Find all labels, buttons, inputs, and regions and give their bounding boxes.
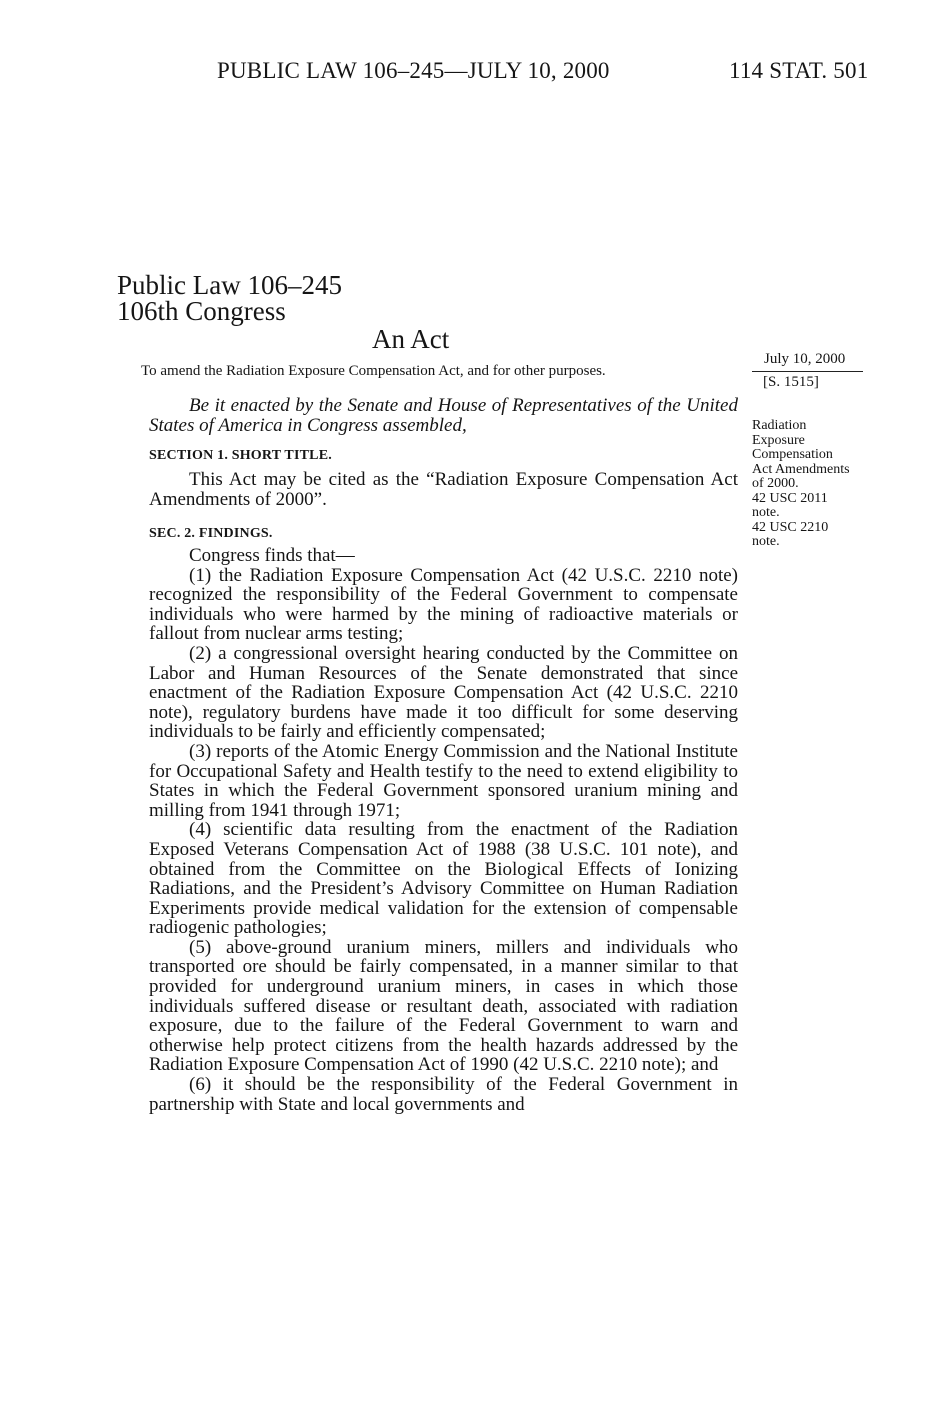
margin-note: 42 USC 2011 — [752, 490, 828, 506]
statute-page-number: 114 STAT. 501 — [729, 58, 869, 83]
margin-note: note. — [752, 534, 780, 549]
margin-note: Act Amendments — [752, 461, 850, 477]
act-purpose: To amend the Radiation Exposure Compensation Act, and for other purposes. — [141, 363, 606, 379]
section-1-heading: SECTION 1. SHORT TITLE. — [149, 448, 332, 463]
margin-notes — [752, 419, 850, 550]
findings-intro: Congress finds that— — [189, 545, 355, 566]
law-number: Public Law 106–245 — [117, 270, 342, 300]
act-title: An Act — [372, 324, 450, 354]
margin-note: note. — [752, 505, 780, 520]
margin-bill-number: [S. 1515] — [763, 374, 819, 390]
finding-4: (4) scientific data resulting from the enactment of the Radiation Exposed Veterans Compensation Act of 1988 (38 U.S.C. 101 note), and obtained from the Committee on the Biological Effects of Ionizing Radiations, and the President’s Advisory Committee on Human Radiation Experiments provide medical validation for the extension of compensable radiogenic pathologies; — [149, 819, 738, 939]
finding-1: (1) the Radiation Exposure Compensation Act (42 U.S.C. 2210 note) recognized the responsibility of the Federal Government to compensate individuals who were harmed by the mining of radioactive materials or fallout from nuclear arms testing; — [149, 564, 738, 645]
finding-5: (5) above-ground uranium miners, millers and individuals who transported ore should be fairly compensated, in a manner similar to that provided for underground uranium miners, in cases in which those individuals suffered disease or resultant death, associated with radiation exposure, due to the failure of the Federal Government to warn and otherwise help protect citizens from the health hazards addressed by the Radiation Exposure Compensation Act of 1990 (42 U.S.C. 2210 note); and — [149, 936, 738, 1076]
margin-date: July 10, 2000 — [764, 351, 846, 367]
enacting-clause — [149, 396, 738, 435]
section-2-body — [149, 546, 738, 1114]
margin-note: 42 USC 2210 — [752, 519, 829, 535]
finding-2: (2) a congressional oversight hearing conducted by the Committee on Labor and Human Resources of the Senate demonstrated that since enactment of the Radiation Exposure Compensation Act (42 U.S.C. 2210 note), regulatory burdens have made it too difficult for some deserving individuals to be fairly and efficiently compensated; — [149, 642, 738, 743]
finding-3: (3) reports of the Atomic Energy Commission and the National Institute for Occupational Safety and Health testify to the need to extend eligibility to States in which the Federal Government sponsored uranium mining and milling from 1941 through 1971; — [149, 740, 738, 821]
section-2-heading: SEC. 2. FINDINGS. — [149, 526, 273, 541]
enacting-clause-text: Be it enacted by the Senate and House of Representatives of the United States of America in Congress assembled, — [149, 395, 738, 436]
finding-6: (6) it should be the responsibility of the Federal Government in partnership with State and local governments and — [149, 1074, 738, 1115]
margin-divider — [752, 371, 863, 372]
section-1-text: This Act may be cited as the “Radiation Exposure Compensation Act Amendments of 2000”. — [149, 469, 738, 510]
congress-number: 106th Congress — [117, 296, 286, 326]
section-1-body — [149, 470, 738, 509]
margin-note: Exposure — [752, 432, 805, 448]
margin-note: Radiation — [752, 418, 807, 433]
margin-note: of 2000. — [752, 476, 799, 491]
margin-note: Compensation — [752, 447, 833, 462]
running-head: PUBLIC LAW 106–245—JULY 10, 2000 — [217, 58, 610, 83]
